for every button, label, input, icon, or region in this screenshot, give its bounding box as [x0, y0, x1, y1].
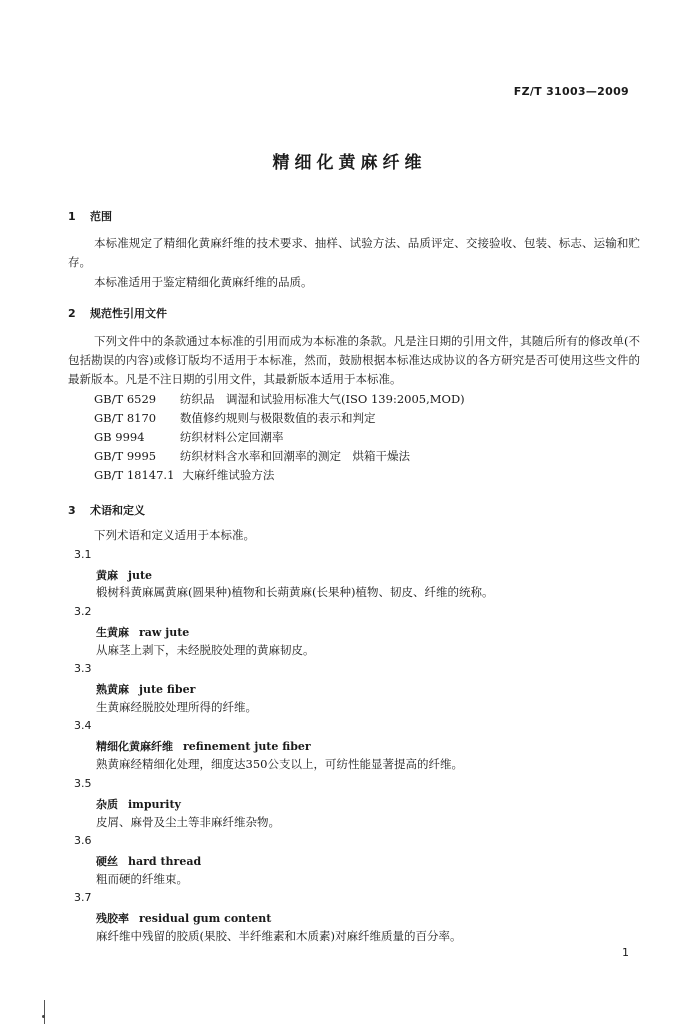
section-2-paragraph-1: 下列文件中的条款通过本标准的引用而成为本标准的条款。凡是注日期的引用文件，其随后所有的修改单(不包括勘误的内容)或修订版均不适用于本标准，然而，鼓励根据本标准达成协议的各方研究是否可使用这些文件的最新版本。凡是不注日期的引用文件，其最新版本适用于本标准。: [68, 334, 640, 386]
reference-code: GB/T 8170: [94, 411, 157, 425]
reference-title: 数值修约规则与极限数值的表示和判定: [180, 411, 376, 425]
reference-title: 纺织材料公定回潮率: [180, 430, 284, 444]
term-name-zh: 黄麻: [96, 569, 118, 582]
term-name-en: refinement jute fiber: [183, 740, 311, 753]
term-definition: 熟黄麻经精细化处理，细度达350公支以上，可纺性能显著提高的纤维。: [96, 757, 463, 771]
section-number: 2: [68, 307, 76, 320]
scan-edge-mark: [44, 1000, 45, 1024]
section-number: 1: [68, 210, 76, 223]
term-name-en: hard thread: [128, 855, 202, 868]
term-name-zh: 精细化黄麻纤维: [96, 740, 173, 753]
section-3-paragraph-1: 下列术语和定义适用于本标准。: [94, 528, 255, 542]
term-number: 3.2: [74, 605, 92, 618]
term-definition: 从麻茎上剥下，未经脱胶处理的黄麻韧皮。: [96, 643, 315, 657]
section-title: 术语和定义: [90, 504, 145, 517]
term-name-zh: 残胶率: [96, 912, 129, 925]
term-definition: 粗而硬的纤维束。: [96, 872, 188, 886]
term-number: 3.5: [74, 777, 92, 790]
section-1-paragraph-2: 本标准适用于鉴定精细化黄麻纤维的品质。: [94, 275, 313, 289]
reference-item: [94, 428, 465, 447]
term-number: 3.7: [74, 891, 92, 904]
term-name-zh: 熟黄麻: [96, 683, 129, 696]
section-3-heading: [68, 502, 145, 518]
term-name-zh: 杂质: [96, 798, 118, 811]
term-name-en: raw jute: [139, 626, 190, 639]
reference-code: GB/T 6529: [94, 392, 157, 406]
term-name-en: jute: [128, 569, 153, 582]
term-name: [96, 796, 181, 812]
term-name-en: impurity: [128, 798, 181, 811]
term-number: 3.3: [74, 662, 92, 675]
section-2-heading: [68, 305, 167, 321]
scan-edge-dot: [42, 1015, 45, 1018]
reference-title: 纺织品 调湿和试验用标准大气(ISO 139:2005,MOD): [180, 392, 465, 406]
term-name-en: residual gum content: [139, 912, 272, 925]
reference-title: 大麻纤维试验方法: [182, 468, 275, 482]
normative-references-list: [94, 390, 465, 485]
reference-item: [94, 390, 465, 409]
term-name: [96, 681, 195, 697]
term-name-zh: 生黄麻: [96, 626, 129, 639]
section-1-paragraph-1: 本标准规定了精细化黄麻纤维的技术要求、抽样、试验方法、品质评定、交接验收、包装、标志、运输和贮存。: [68, 236, 640, 269]
page-number: 1: [622, 946, 629, 959]
term-name: [96, 738, 311, 754]
reference-code: GB 9994: [94, 430, 145, 444]
section-title: 规范性引用文件: [90, 307, 167, 320]
term-name: [96, 624, 189, 640]
section-title: 范围: [90, 210, 112, 223]
standard-code: FZ/T 31003—2009: [513, 85, 629, 98]
term-definition: 麻纤维中残留的胶质(果胶、半纤维素和木质素)对麻纤维质量的百分率。: [96, 929, 462, 943]
section-1-heading: [68, 208, 112, 224]
term-definition: 生黄麻经脱胶处理所得的纤维。: [96, 700, 257, 714]
term-number: 3.1: [74, 548, 92, 561]
term-name-en: jute fiber: [139, 683, 196, 696]
reference-title: 纺织材料含水率和回潮率的测定 烘箱干燥法: [180, 449, 410, 463]
section-number: 3: [68, 504, 76, 517]
term-name-zh: 硬丝: [96, 855, 118, 868]
term-definition: 皮屑、麻骨及尘土等非麻纤维杂物。: [96, 815, 280, 829]
reference-item: [94, 466, 465, 485]
term-number: 3.4: [74, 719, 92, 732]
term-name: [96, 910, 271, 926]
term-definition: 椴树科黄麻属黄麻(圆果种)植物和长蒴黄麻(长果种)植物、韧皮、纤维的统称。: [96, 585, 494, 599]
term-name: [96, 853, 201, 869]
reference-code: GB/T 9995: [94, 449, 157, 463]
term-number: 3.6: [74, 834, 92, 847]
reference-item: [94, 409, 465, 428]
document-title: 精细化黄麻纤维: [272, 153, 427, 173]
reference-item: [94, 447, 465, 466]
reference-code: GB/T 18147.1: [94, 468, 175, 482]
term-name: [96, 567, 152, 583]
